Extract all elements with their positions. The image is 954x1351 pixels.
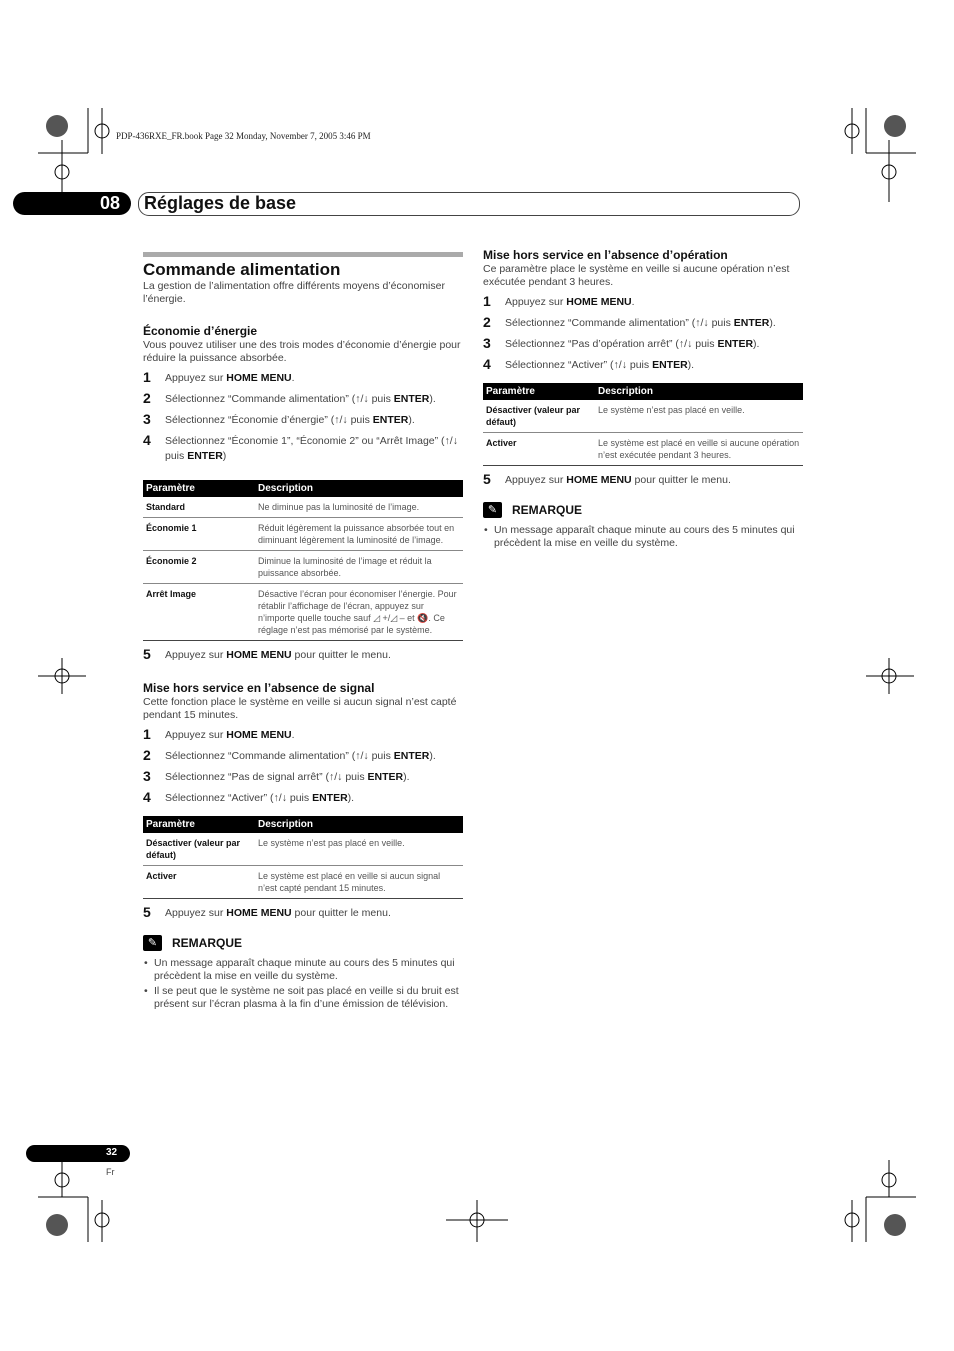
op-title: Mise hors service en l’absence d’opération — [483, 248, 728, 262]
right-column — [483, 248, 803, 552]
op-intro: Ce paramètre place le système en veille si aucune opération n’est exécutée pendant 3 heures. — [483, 263, 790, 288]
note-item: • Un message apparaît chaque minute au cours des 5 minutes qui précèdent la mise en veille du système. — [494, 524, 803, 550]
eco-steps — [143, 371, 463, 464]
table-row: Arrêt Image Désactive l’écran pour économiser l’énergie. Pour rétablir l’affichage de l’écran, appuyez sur n’importe quelle touche sauf ◿ +/◿ – et 🔇. Ce réglage n’est pas mémorisé par le système. — [143, 584, 463, 641]
table-header: Description — [595, 383, 803, 400]
eco-table — [143, 480, 463, 641]
pencil-icon: ✎ — [483, 502, 502, 518]
note-header — [483, 502, 803, 518]
print-header: PDP-436RXE_FR.book Page 32 Monday, November 7, 2005 3:46 PM — [116, 131, 371, 141]
table-row: Désactiver (valeur par défaut) Le système n’est pas placé en veille. — [143, 833, 463, 866]
section-rule — [143, 252, 463, 257]
step: 1 Appuyez sur HOME MENU. — [143, 726, 295, 742]
step: 4 Sélectionnez “Activer” (↑/↓ puis ENTER). — [143, 789, 355, 805]
signal-steps — [143, 728, 463, 806]
table-header: Description — [255, 480, 463, 497]
op-steps — [483, 295, 803, 373]
note-item: • Il se peut que le système ne soit pas placé en veille si du bruit est présent sur l’écran plasma à la fin d’une émission de télévision. — [154, 985, 463, 1011]
table-row: Activer Le système est placé en veille si aucun signal n’est capté pendant 15 minutes. — [143, 866, 463, 899]
table-header: Description — [255, 816, 463, 833]
left-column — [143, 252, 463, 1013]
chapter-title: Réglages de base — [144, 193, 297, 213]
note-list — [483, 524, 803, 550]
chapter-number: 08 — [100, 193, 121, 213]
page-number: 32 — [106, 1147, 118, 1158]
step: 3 Sélectionnez “Économie d’énergie” (↑/↓ puis ENTER). — [143, 411, 415, 427]
step: 5 Appuyez sur HOME MENU pour quitter le menu. — [143, 904, 391, 920]
step: 4 Sélectionnez “Activer” (↑/↓ puis ENTER). — [483, 356, 695, 372]
pencil-icon: ✎ — [143, 935, 162, 951]
signal-title: Mise hors service en l’absence de signal — [143, 681, 375, 695]
step: 1 Appuyez sur HOME MENU. — [143, 369, 295, 385]
table-header: Paramètre — [143, 816, 255, 833]
step: 3 Sélectionnez “Pas d’opération arrêt” (↑/↓ puis ENTER). — [483, 335, 760, 351]
step: 1 Appuyez sur HOME MENU. — [483, 293, 635, 309]
note-header — [143, 935, 463, 951]
note-list — [143, 957, 463, 1011]
step: 5 Appuyez sur HOME MENU pour quitter le menu. — [483, 471, 731, 487]
table-row: Économie 2 Diminue la luminosité de l’image et réduit la puissance absorbée. — [143, 551, 463, 584]
table-row: Désactiver (valeur par défaut) Le système n’est pas placé en veille. — [483, 400, 803, 433]
table-header: Paramètre — [143, 480, 255, 497]
section-title: Commande alimentation — [143, 260, 341, 279]
signal-intro: Cette fonction place le système en veille si aucun signal n’est capté pendant 15 minutes. — [143, 696, 457, 721]
table-row: Économie 1 Réduit légèrement la puissance absorbée tout en diminuant légèrement la luminosité de l’image. — [143, 518, 463, 551]
eco-title: Économie d’énergie — [143, 324, 258, 338]
table-row: Activer Le système est placé en veille si aucune opération n’est exécutée pendant 3 heures. — [483, 433, 803, 466]
step: 2 Sélectionnez “Commande alimentation” (↑/↓ puis ENTER). — [483, 314, 776, 330]
op-table — [483, 383, 803, 466]
section-intro: La gestion de l’alimentation offre différents moyens d’économiser l’énergie. — [143, 280, 445, 305]
step: 2 Sélectionnez “Commande alimentation” (↑/↓ puis ENTER). — [143, 747, 436, 763]
step: 4 Sélectionnez “Économie 1”, “Économie 2” ou “Arrêt Image” (↑/↓ puis ENTER) — [143, 432, 458, 462]
table-row: Standard Ne diminue pas la luminosité de l’image. — [143, 497, 463, 518]
note-title: REMARQUE — [512, 503, 583, 517]
step: 5 Appuyez sur HOME MENU pour quitter le menu. — [143, 646, 391, 662]
note-title: REMARQUE — [172, 936, 243, 950]
step: 2 Sélectionnez “Commande alimentation” (↑/↓ puis ENTER). — [143, 390, 436, 406]
signal-table — [143, 816, 463, 899]
note-item: • Un message apparaît chaque minute au cours des 5 minutes qui précèdent la mise en veille du système. — [154, 957, 463, 983]
step: 3 Sélectionnez “Pas de signal arrêt” (↑/↓ puis ENTER). — [143, 768, 410, 784]
page-language: Fr — [106, 1167, 115, 1177]
eco-intro: Vous pouvez utiliser une des trois modes d’économie d’énergie pour réduire la puissance absorbée. — [143, 339, 461, 364]
table-header: Paramètre — [483, 383, 595, 400]
